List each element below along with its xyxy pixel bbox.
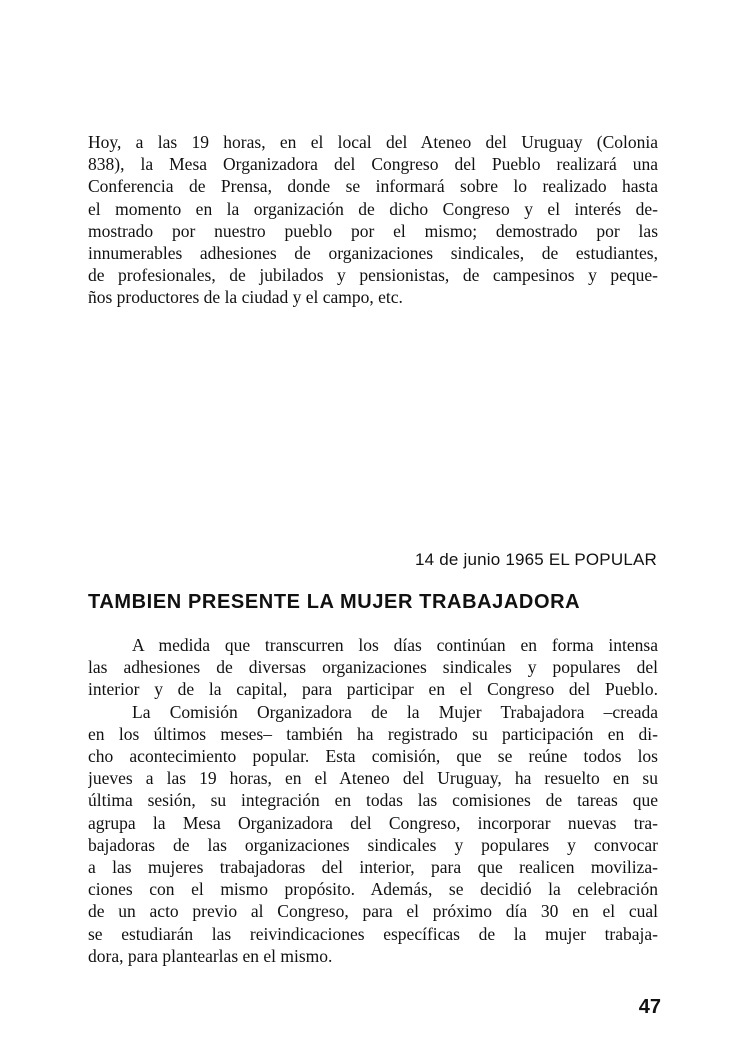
text-line: ciones con el mismo propósito. Además, se decidió la celebración — [88, 879, 658, 900]
paragraph-mujer-trabajadora — [88, 634, 658, 967]
text-line: 838), la Mesa Organizadora del Congreso del Pueblo realizará una — [88, 154, 658, 175]
text-line: innumerables adhesiones de organizaciones sindicales, de estudiantes, — [88, 243, 658, 264]
text-line: La Comisión Organizadora de la Mujer Trabajadora –creada — [132, 701, 658, 722]
text-line: de profesionales, de jubilados y pensionistas, de campesinos y peque- — [88, 265, 658, 286]
text-line: se estudiarán las reivindicaciones específicas de la mujer trabaja- — [88, 923, 658, 944]
text-line: el momento en la organización de dicho Congreso y el interés de- — [88, 198, 658, 219]
text-line: a las mujeres trabajadoras del interior, para que realicen moviliza- — [88, 857, 658, 878]
text-line: agrupa la Mesa Organizadora del Congreso, incorporar nuevas tra- — [88, 812, 658, 833]
paragraph-conferencia-de-prensa — [88, 131, 658, 309]
text-line: Hoy, a las 19 horas, en el local del Ateneo del Uruguay (Colonia — [88, 132, 658, 152]
text-line: de un acto previo al Congreso, para el próximo día 30 en el cual — [88, 901, 658, 922]
text-line: mostrado por nuestro pueblo por el mismo; demostrado por las — [88, 220, 658, 241]
text-line: ños productores de la ciudad y el campo, etc. — [88, 287, 403, 308]
section-heading: TAMBIEN PRESENTE LA MUJER TRABAJADORA — [88, 591, 581, 613]
text-line: en los últimos meses– también ha registrado su participación en di- — [88, 723, 658, 744]
text-line: bajadoras de las organizaciones sindicales y populares y convocar — [88, 834, 658, 855]
page-number: 47 — [638, 996, 661, 1018]
text-line: jueves a las 19 horas, en el Ateneo del Uruguay, ha resuelto en su — [88, 768, 658, 789]
text-line: interior y de la capital, para participar en el Congreso del Pueblo. — [88, 679, 658, 700]
text-line: cho acontecimiento popular. Esta comisión, que se reúne todos los — [88, 746, 658, 767]
text-line: A medida que transcurren los días continúan en forma intensa — [132, 635, 658, 655]
text-line: las adhesiones de diversas organizaciones sindicales y populares del — [88, 657, 658, 678]
dateline: 14 de junio 1965 EL POPULAR — [415, 550, 657, 569]
text-line: última sesión, su integración en todas las comisiones de tareas que — [88, 790, 658, 811]
text-line: dora, para plantearlas en el mismo. — [88, 945, 333, 966]
text-line: Conferencia de Prensa, donde se informará sobre lo realizado hasta — [88, 176, 658, 197]
